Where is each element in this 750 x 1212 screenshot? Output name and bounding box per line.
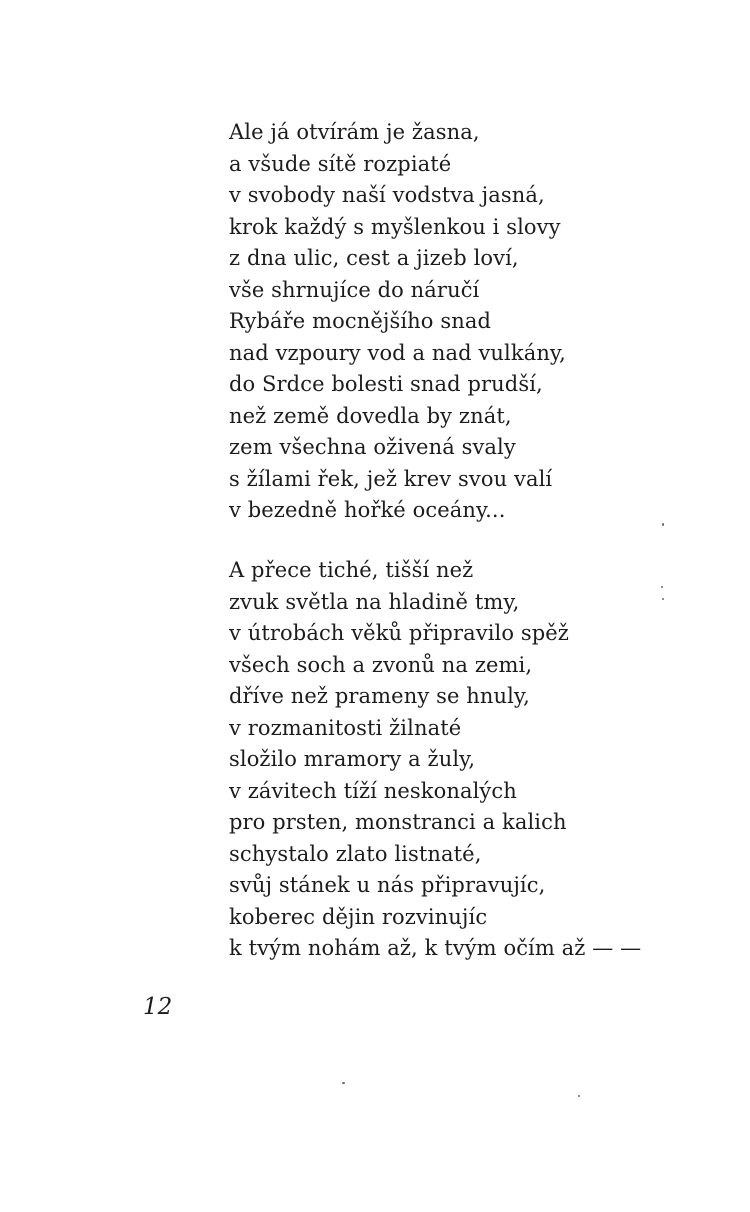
paper-speck: [342, 1082, 345, 1084]
poem-line: v bezedně hořké oceány...: [229, 498, 506, 522]
poem-line: nad vzpoury vod a nad vulkány,: [229, 340, 566, 365]
poem-line: do Srdce bolesti snad prudší,: [229, 372, 543, 396]
page-number: 12: [143, 994, 173, 1020]
paper-speck: [578, 1095, 580, 1097]
poem-line: vše shrnujíce do náručí: [229, 277, 480, 302]
poem-line: z dna ulic, cest a jizeb loví,: [229, 246, 519, 270]
paper-speck: [662, 598, 664, 600]
poem-line: složilo mramory a žuly,: [229, 747, 476, 771]
poem-stanza-2: [229, 555, 641, 965]
poem-line: v rozmanitosti žilnaté: [229, 715, 462, 740]
poem-stanza-1: [229, 117, 566, 527]
paper-speck: [662, 523, 664, 526]
poem-line: Rybáře mocnějšího snad: [229, 309, 491, 333]
poem-line: v svobody naší vodstva jasná,: [229, 183, 545, 207]
poem-line: a všude sítě rozpiaté: [229, 151, 452, 176]
poem-line: schystalo zlato listnaté,: [229, 841, 482, 866]
poem-line: pro prsten, monstranci a kalich: [229, 810, 567, 834]
poem-line: koberec dějin rozvinujíc: [229, 904, 488, 929]
poem-line: Ale já otvírám je žasna,: [229, 120, 480, 144]
poem-line: všech soch a zvonů na zemi,: [229, 652, 533, 677]
poem-line: A přece tiché, tišší než: [229, 558, 474, 582]
paper-speck: [661, 586, 663, 588]
poem-line: k tvým nohám až, k tvým očím až — —: [229, 936, 642, 960]
poem-line: v závitech tíží neskonalých: [229, 778, 517, 803]
poem-line: zem všechna oživená svaly: [229, 435, 516, 459]
poem-line: krok každý s myšlenkou i slovy: [229, 214, 561, 239]
poem-line: s žílami řek, jež krev svou valí: [229, 466, 553, 491]
poem-line: svůj stánek u nás připravujíc,: [229, 873, 546, 897]
poem-line: v útrobách věků připravilo spěž: [229, 621, 569, 645]
poem-line: než země dovedla by znát,: [229, 403, 512, 428]
poem-line: zvuk světla na hladině tmy,: [229, 589, 520, 614]
poem-line: dříve než prameny se hnuly,: [229, 684, 530, 708]
